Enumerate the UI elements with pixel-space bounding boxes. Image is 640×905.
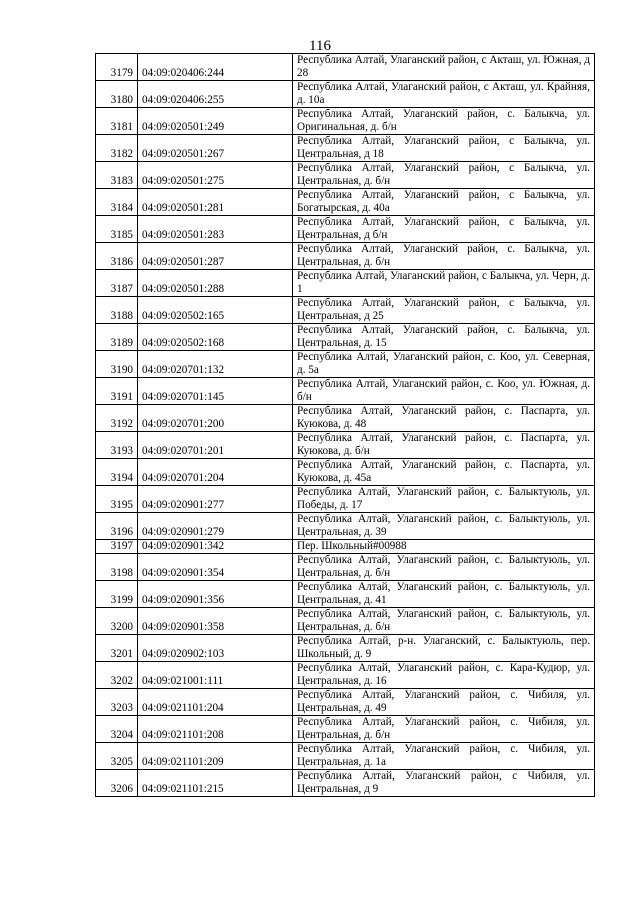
address-cell: Республика Алтай, Улаганский район, с Балыкча, ул. Центральная, д б/н	[293, 216, 595, 243]
registry-table	[95, 53, 595, 797]
table-row	[96, 162, 595, 189]
cadastral-number-cell: 04:09:020501:287	[138, 243, 293, 270]
cadastral-number-cell: 04:09:020901:279	[138, 513, 293, 540]
address-cell: Республика Алтай, Улаганский район, с Балыкча, ул. Центральная, д. б/н	[293, 162, 595, 189]
table-row	[96, 189, 595, 216]
cadastral-number-cell: 04:09:020901:342	[138, 540, 293, 554]
address-cell: Республика Алтай, Улаганский район, с. Балыкча, ул. Оригинальная, д. б/н	[293, 108, 595, 135]
address-cell: Республика Алтай, Улаганский район, с. Чибиля, ул. Центральная, д. 49	[293, 689, 595, 716]
table-row	[96, 54, 595, 81]
address-cell: Республика Алтай, Улаганский район, с. Балыктуюль, ул. Центральная, д. б/н	[293, 554, 595, 581]
cadastral-number-cell: 04:09:020406:255	[138, 81, 293, 108]
cadastral-number-cell: 04:09:020501:281	[138, 189, 293, 216]
row-number-cell: 3190	[96, 351, 138, 378]
address-cell: Республика Алтай, Улаганский район, с Балыкча, ул. Центральная, д 18	[293, 135, 595, 162]
address-cell: Республика Алтай, Улаганский район, с Чибиля, ул. Центральная, д 9	[293, 770, 595, 797]
address-cell: Республика Алтай, Улаганский район, с. Чибиля, ул. Центральная, д. 1а	[293, 743, 595, 770]
row-number-cell: 3192	[96, 405, 138, 432]
address-cell: Республика Алтай, Улаганский район, с. Балыктуюль, ул. Победы, д. 17	[293, 486, 595, 513]
row-number-cell: 3189	[96, 324, 138, 351]
cadastral-number-cell: 04:09:020901:354	[138, 554, 293, 581]
address-cell: Республика Алтай, Улаганский район, с Балыкча, ул. Черн, д. 1	[293, 270, 595, 297]
row-number-cell: 3179	[96, 54, 138, 81]
table-row	[96, 540, 595, 554]
cadastral-number-cell: 04:09:020701:204	[138, 459, 293, 486]
table-row	[96, 770, 595, 797]
cadastral-number-cell: 04:09:020901:358	[138, 608, 293, 635]
row-number-cell: 3191	[96, 378, 138, 405]
row-number-cell: 3197	[96, 540, 138, 554]
cadastral-number-cell: 04:09:020502:165	[138, 297, 293, 324]
address-cell: Республика Алтай, р-н. Улаганский, с. Балыктуюль, пер. Школьный, д. 9	[293, 635, 595, 662]
cadastral-number-cell: 04:09:020501:288	[138, 270, 293, 297]
cadastral-number-cell: 04:09:021001:111	[138, 662, 293, 689]
cadastral-number-cell: 04:09:020701:201	[138, 432, 293, 459]
table-row	[96, 351, 595, 378]
page-number: 116	[309, 38, 331, 54]
address-cell: Республика Алтай, Улаганский район, с. Балыктуюль, ул. Центральная, д. б/н	[293, 608, 595, 635]
table-row	[96, 716, 595, 743]
cadastral-number-cell: 04:09:020501:267	[138, 135, 293, 162]
table-row	[96, 243, 595, 270]
table-row	[96, 270, 595, 297]
table-row	[96, 581, 595, 608]
address-cell: Республика Алтай, Улаганский район, с. Коо, ул. Южная, д. б/н	[293, 378, 595, 405]
address-cell: Республика Алтай, Улаганский район, с Балыкча, ул. Центральная, д 25	[293, 297, 595, 324]
address-cell: Республика Алтай, Улаганский район, с. Балыкча, ул. Центральная, д. 15	[293, 324, 595, 351]
cadastral-number-cell: 04:09:020502:168	[138, 324, 293, 351]
row-number-cell: 3201	[96, 635, 138, 662]
table-row	[96, 608, 595, 635]
row-number-cell: 3184	[96, 189, 138, 216]
address-cell: Республика Алтай, Улаганский район, с. Балыктуюль, ул. Центральная, д. 39	[293, 513, 595, 540]
row-number-cell: 3185	[96, 216, 138, 243]
table-row	[96, 135, 595, 162]
address-cell: Республика Алтай, Улаганский район, с. Балыктуюль, ул. Центральная, д. 41	[293, 581, 595, 608]
table-row	[96, 486, 595, 513]
address-cell: Республика Алтай, Улаганский район, с. Кара-Кудюр, ул. Центральная, д. 16	[293, 662, 595, 689]
table-row	[96, 459, 595, 486]
table-row	[96, 297, 595, 324]
cadastral-number-cell: 04:09:020701:145	[138, 378, 293, 405]
cadastral-number-cell: 04:09:020501:249	[138, 108, 293, 135]
address-cell: Республика Алтай, Улаганский район, с. Паспарта, ул. Куюкова, д. 48	[293, 405, 595, 432]
row-number-cell: 3181	[96, 108, 138, 135]
row-number-cell: 3188	[96, 297, 138, 324]
cadastral-number-cell: 04:09:020501:283	[138, 216, 293, 243]
cadastral-number-cell: 04:09:020901:356	[138, 581, 293, 608]
row-number-cell: 3202	[96, 662, 138, 689]
table-row	[96, 81, 595, 108]
registry-table-body	[96, 54, 595, 797]
address-cell: Республика Алтай, Улаганский район, с Балыкча, ул. Богатырская, д. 40а	[293, 189, 595, 216]
table-row	[96, 378, 595, 405]
row-number-cell: 3205	[96, 743, 138, 770]
address-cell: Республика Алтай, Улаганский район, с Акташ, ул. Крайняя, д. 10а	[293, 81, 595, 108]
row-number-cell: 3183	[96, 162, 138, 189]
row-number-cell: 3203	[96, 689, 138, 716]
table-row	[96, 662, 595, 689]
table-row	[96, 743, 595, 770]
cadastral-number-cell: 04:09:021101:208	[138, 716, 293, 743]
row-number-cell: 3195	[96, 486, 138, 513]
cadastral-number-cell: 04:09:020701:200	[138, 405, 293, 432]
cadastral-number-cell: 04:09:021101:204	[138, 689, 293, 716]
cadastral-number-cell: 04:09:021101:215	[138, 770, 293, 797]
row-number-cell: 3182	[96, 135, 138, 162]
row-number-cell: 3194	[96, 459, 138, 486]
cadastral-number-cell: 04:09:020406:244	[138, 54, 293, 81]
cadastral-number-cell: 04:09:020501:275	[138, 162, 293, 189]
row-number-cell: 3193	[96, 432, 138, 459]
row-number-cell: 3186	[96, 243, 138, 270]
table-row	[96, 432, 595, 459]
row-number-cell: 3206	[96, 770, 138, 797]
table-row	[96, 689, 595, 716]
address-cell: Пер. Школьный#00988	[293, 540, 595, 554]
table-row	[96, 513, 595, 540]
row-number-cell: 3204	[96, 716, 138, 743]
row-number-cell: 3180	[96, 81, 138, 108]
cadastral-number-cell: 04:09:020902:103	[138, 635, 293, 662]
address-cell: Республика Алтай, Улаганский район, с. Паспарта, ул. Куюкова, д. б/н	[293, 432, 595, 459]
row-number-cell: 3187	[96, 270, 138, 297]
address-cell: Республика Алтай, Улаганский район, с. Чибиля, ул. Центральная, д. б/н	[293, 716, 595, 743]
address-cell: Республика Алтай, Улаганский район, с. Паспарта, ул. Куюкова, д. 45а	[293, 459, 595, 486]
table-row	[96, 324, 595, 351]
table-row	[96, 216, 595, 243]
table-row	[96, 108, 595, 135]
row-number-cell: 3199	[96, 581, 138, 608]
row-number-cell: 3200	[96, 608, 138, 635]
table-row	[96, 635, 595, 662]
cadastral-number-cell: 04:09:020701:132	[138, 351, 293, 378]
cadastral-number-cell: 04:09:020901:277	[138, 486, 293, 513]
cadastral-number-cell: 04:09:021101:209	[138, 743, 293, 770]
address-cell: Республика Алтай, Улаганский район, с. Коо, ул. Северная, д. 5а	[293, 351, 595, 378]
address-cell: Республика Алтай, Улаганский район, с Акташ, ул. Южная, д 28	[293, 54, 595, 81]
row-number-cell: 3196	[96, 513, 138, 540]
table-row	[96, 554, 595, 581]
table-row	[96, 405, 595, 432]
address-cell: Республика Алтай, Улаганский район, с. Балыкча, ул. Центральная, д. б/н	[293, 243, 595, 270]
row-number-cell: 3198	[96, 554, 138, 581]
